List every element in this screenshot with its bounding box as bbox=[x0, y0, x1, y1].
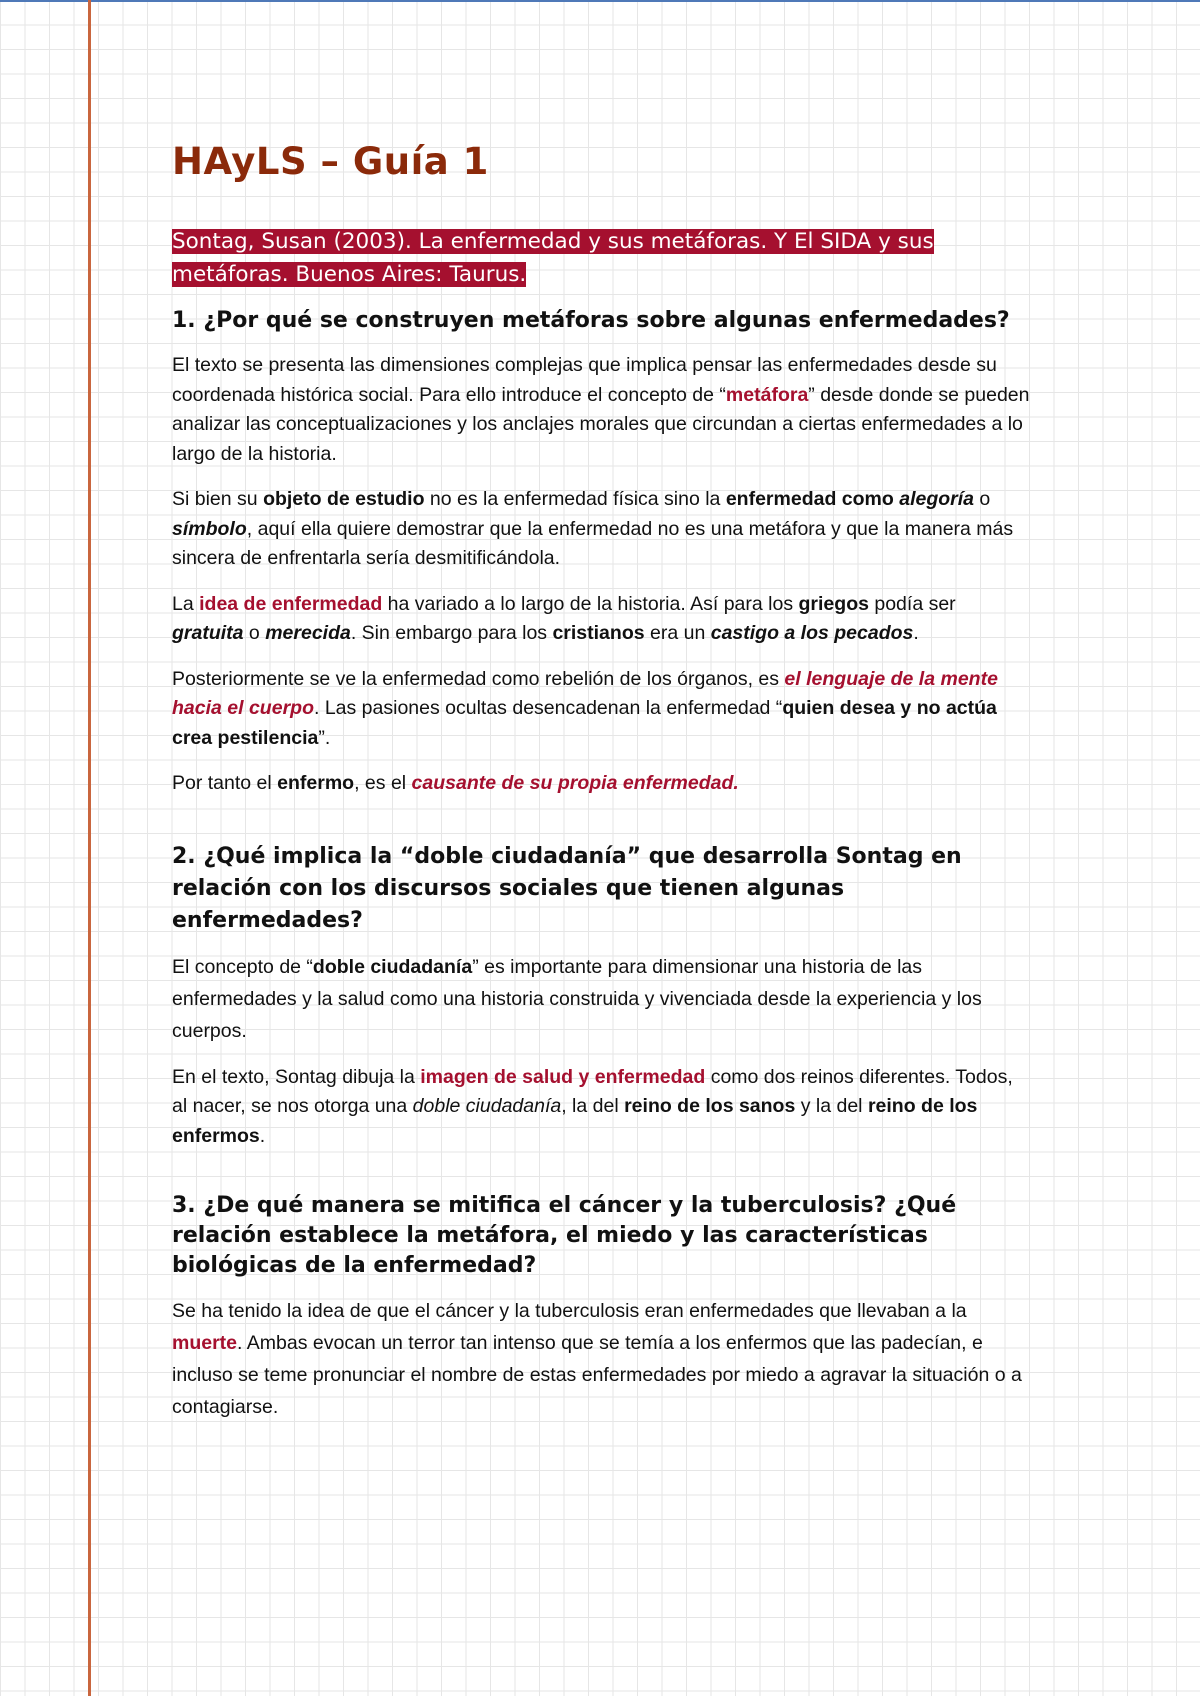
bold-term: doble ciudadanía bbox=[312, 955, 473, 978]
q1-paragraph-4: Posteriormente se ve la enfermedad como rebelión de los órganos, es el lenguaje de la mente hacia el cuerpo. Las pasiones ocultas desencadenan la enfermedad “quien desea y no actúa crea pestilencia”. bbox=[172, 667, 998, 749]
q2-paragraph-2: En el texto, Sontag dibuja la imagen de salud y enfermedad como dos reinos diferentes. Todos, al nacer, se nos otorga una doble ciudadanía, la del reino de los sanos y la del reino de los enfermos. bbox=[172, 1065, 1013, 1147]
reference-line-1: Sontag, Susan (2003). La enfermedad y sus metáforas. Y El SIDA y sus bbox=[172, 229, 934, 254]
bold-term: reino de los enfermos bbox=[172, 1095, 978, 1147]
highlight-term: imagen de salud y enfermedad bbox=[420, 1065, 706, 1088]
q3-paragraph-1: Se ha tenido la idea de que el cáncer y la tuberculosis eran enfermedades que llevaban a la muerte. Ambas evocan un terror tan intenso que se temía a los enfermos que las padecían, e incluso se teme pronunciar el nombre de estas enfermedades por miedo a agravar la situación o a contagiarse. bbox=[172, 1300, 1022, 1418]
bold-italic-term: símbolo bbox=[172, 517, 247, 540]
q1-paragraph-2: Si bien su objeto de estudio no es la enfermedad física sino la enfermedad como alegoría o símbolo, aquí ella quiere demostrar que la enfermedad no es una metáfora y que la manera más sincera de enfrentarla sería desmitificándola. bbox=[172, 488, 1014, 569]
question-3: 3. ¿De qué manera se mitifica el cáncer y la tuberculosis? ¿Qué relación establece la metáfora, el miedo y las características biológicas de la enfermedad? bbox=[172, 1193, 957, 1278]
question-2: 2. ¿Qué implica la “doble ciudadanía” que desarrolla Sontag en relación con los discursos sociales que tienen algunas enfermedades? bbox=[172, 843, 962, 933]
q1-paragraph-3: La idea de enfermedad ha variado a lo largo de la historia. Así para los griegos podía ser gratuita o merecida. Sin embargo para los cristianos era un castigo a los pecados. bbox=[172, 592, 956, 644]
bold-term: enfermo bbox=[277, 772, 355, 794]
highlight-italic-term: causante de su propia enfermedad. bbox=[411, 772, 739, 794]
bold-italic-term: castigo a los pecados bbox=[710, 622, 914, 644]
bold-term: enfermedad como bbox=[725, 488, 894, 510]
highlight-term: muerte bbox=[172, 1332, 238, 1354]
highlight-italic-term: el lenguaje de la mente hacia el cuerpo bbox=[172, 667, 998, 719]
bold-quote: quien desea y no actúa crea pestilencia bbox=[172, 697, 997, 749]
bold-italic-term: gratuita bbox=[172, 622, 244, 644]
document-body bbox=[172, 140, 1032, 1439]
question-1: 1. ¿Por qué se construyen metáforas sobre algunas enfermedades? bbox=[172, 308, 1010, 333]
reference-line-2: metáforas. Buenos Aires: Taurus. bbox=[172, 262, 527, 287]
highlight-term: idea de enfermedad bbox=[199, 592, 383, 615]
bold-italic-term: merecida bbox=[265, 622, 351, 644]
highlight-term: metáfora bbox=[725, 383, 809, 406]
top-rule bbox=[0, 0, 1200, 2]
bold-term: griegos bbox=[798, 592, 869, 615]
q1-paragraph-1: El texto se presenta las dimensiones complejas que implica pensar las enfermedades desde su coordenada histórica social. Para ello introduce el concepto de “metáfora” desde donde se pueden analizar las conceptualizaciones y los anclajes morales que circundan a ciertas enfermedades a lo largo de la historia. bbox=[172, 354, 1030, 465]
q2-paragraph-1: El concepto de “doble ciudadanía” es importante para dimensionar una historia de las enfermedades y la salud como una historia construida y vivenciada desde la experiencia y los cuerpos. bbox=[172, 955, 982, 1042]
bibliographic-reference bbox=[172, 225, 1032, 291]
bold-term: objeto de estudio bbox=[263, 488, 425, 510]
bold-term: cristianos bbox=[552, 622, 645, 644]
italic-term: doble ciudadanía bbox=[412, 1095, 562, 1117]
bold-term: reino de los sanos bbox=[624, 1095, 796, 1117]
notebook-margin-line bbox=[88, 0, 91, 1696]
page-title: HAyLS – Guía 1 bbox=[172, 140, 489, 183]
bold-italic-term: alegoría bbox=[899, 488, 975, 510]
q1-paragraph-5: Por tanto el enfermo, es el causante de su propia enfermedad. bbox=[172, 772, 739, 794]
